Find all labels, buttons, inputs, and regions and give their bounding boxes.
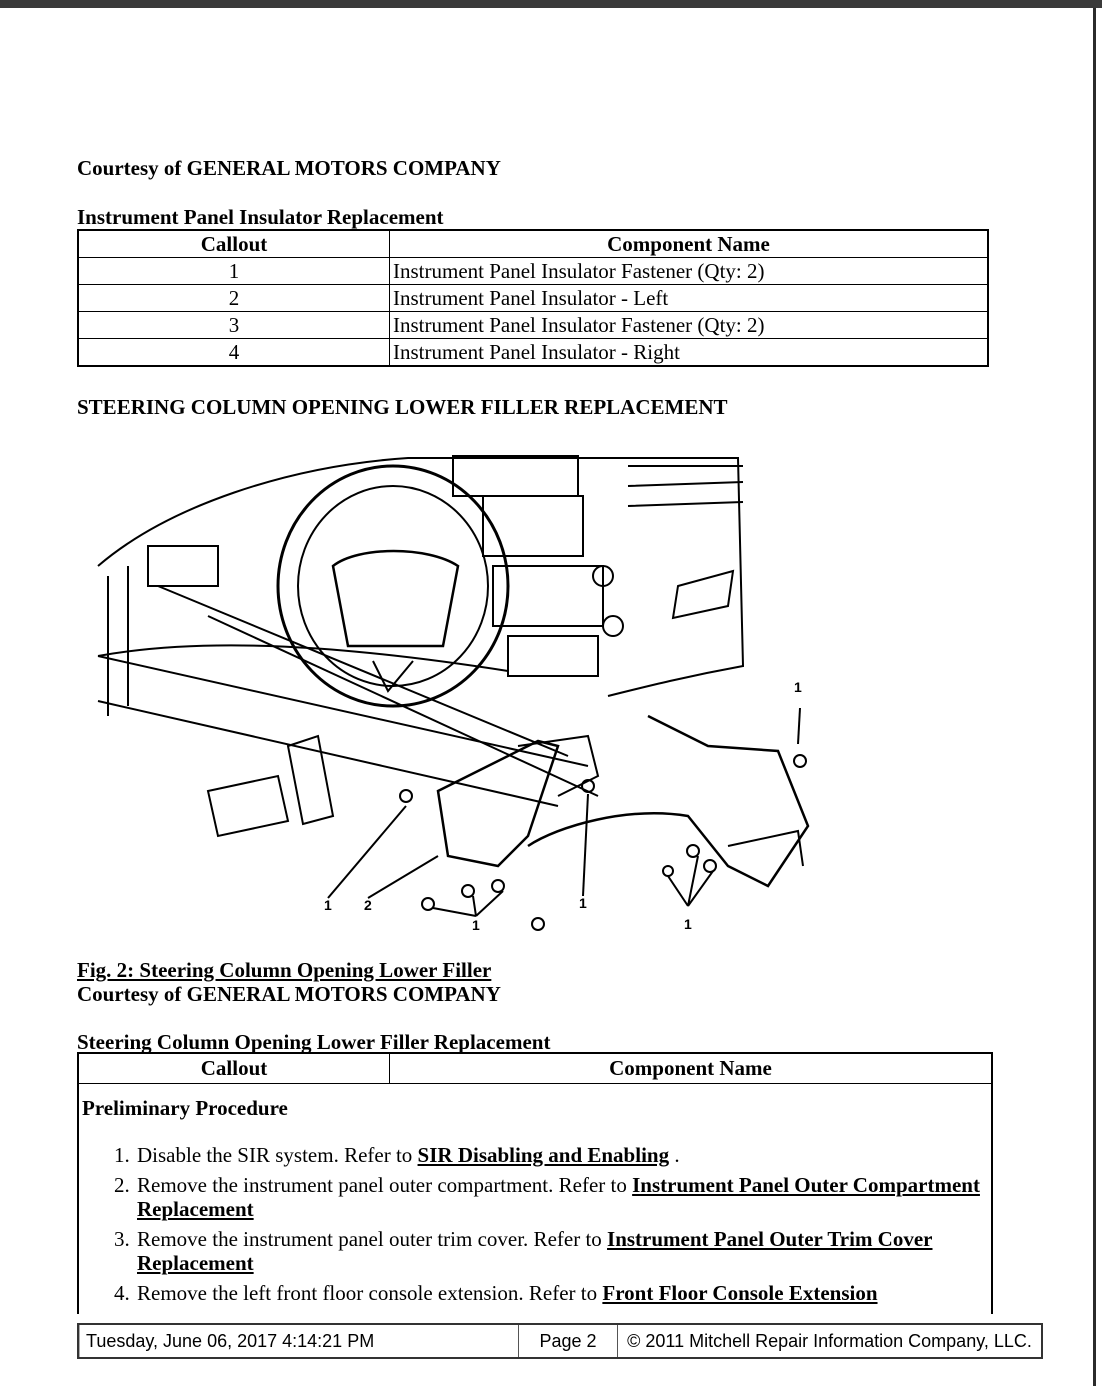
callout-cell: 4 <box>78 339 390 367</box>
callout-cell: 1 <box>78 258 390 285</box>
footer-date: Tuesday, June 06, 2017 4:14:21 PM <box>79 1325 519 1357</box>
component-name-header: Component Name <box>609 1056 772 1080</box>
table-header-row <box>79 1054 991 1084</box>
table-row <box>78 312 988 339</box>
list-item <box>135 1143 991 1167</box>
component-cell: Instrument Panel Insulator Fastener (Qty: 2) <box>390 258 989 285</box>
table1-title: Instrument Panel Insulator Replacement <box>77 205 444 229</box>
steering-column-filler-illustration <box>88 446 828 946</box>
procedure-steps <box>79 1143 991 1305</box>
component-cell: Instrument Panel Insulator Fastener (Qty: 2) <box>390 312 989 339</box>
footer-copyright: © 2011 Mitchell Repair Information Company, LLC. <box>627 1330 1032 1351</box>
callout-cell: 3 <box>78 312 390 339</box>
table-row <box>78 285 988 312</box>
table-row <box>78 339 988 367</box>
filler-replacement-table <box>77 1052 993 1314</box>
table-header-row <box>78 230 988 258</box>
section-heading: STEERING COLUMN OPENING LOWER FILLER REPLACEMENT <box>77 395 728 419</box>
page-edge <box>1093 8 1096 1386</box>
table2-title: Steering Column Opening Lower Filler Replacement <box>77 1030 551 1054</box>
figure-caption-link[interactable]: Fig. 2: Steering Column Opening Lower Filler <box>77 958 492 982</box>
callout-header: Callout <box>78 230 390 258</box>
preliminary-procedure-heading: Preliminary Procedure <box>82 1096 288 1120</box>
courtesy-line-top: Courtesy of GENERAL MOTORS COMPANY <box>77 156 501 180</box>
list-item <box>135 1281 991 1305</box>
callout-cell: 2 <box>78 285 390 312</box>
callout-header: Callout <box>79 1054 390 1083</box>
list-item <box>135 1227 991 1275</box>
table-row <box>78 258 988 285</box>
callout-label: 2 <box>364 897 372 913</box>
component-name-header: Component Name <box>390 230 989 258</box>
console-extension-link[interactable]: Front Floor Console Extension <box>602 1281 878 1305</box>
top-rule <box>0 0 1102 8</box>
step-text: Remove the instrument panel outer trim cover. Refer to <box>137 1227 608 1251</box>
callout-label: 1 <box>472 917 480 933</box>
courtesy-line-figure: Courtesy of GENERAL MOTORS COMPANY <box>77 982 501 1006</box>
page-footer <box>77 1323 1043 1359</box>
step-suffix: . <box>669 1143 680 1167</box>
component-cell: Instrument Panel Insulator - Right <box>390 339 989 367</box>
component-cell: Instrument Panel Insulator - Left <box>390 285 989 312</box>
callout-label: 1 <box>794 679 802 695</box>
step-text: Remove the left front floor console extension. Refer to <box>137 1281 603 1305</box>
callout-label: 1 <box>684 916 692 932</box>
outer-trim-cover-link[interactable]: Instrument Panel Outer Trim Cover Replacement <box>137 1227 933 1275</box>
step-text: Disable the SIR system. Refer to <box>137 1143 418 1167</box>
footer-page-number: Page 2 <box>519 1325 618 1357</box>
outer-compartment-link[interactable]: Instrument Panel Outer Compartment Replacement <box>137 1173 980 1221</box>
callout-label: 1 <box>324 897 332 913</box>
insulator-table <box>77 229 989 367</box>
step-text: Remove the instrument panel outer compartment. Refer to <box>137 1173 633 1197</box>
sir-disabling-link[interactable]: SIR Disabling and Enabling <box>417 1143 670 1167</box>
callout-label: 1 <box>579 895 587 911</box>
list-item <box>135 1173 991 1221</box>
